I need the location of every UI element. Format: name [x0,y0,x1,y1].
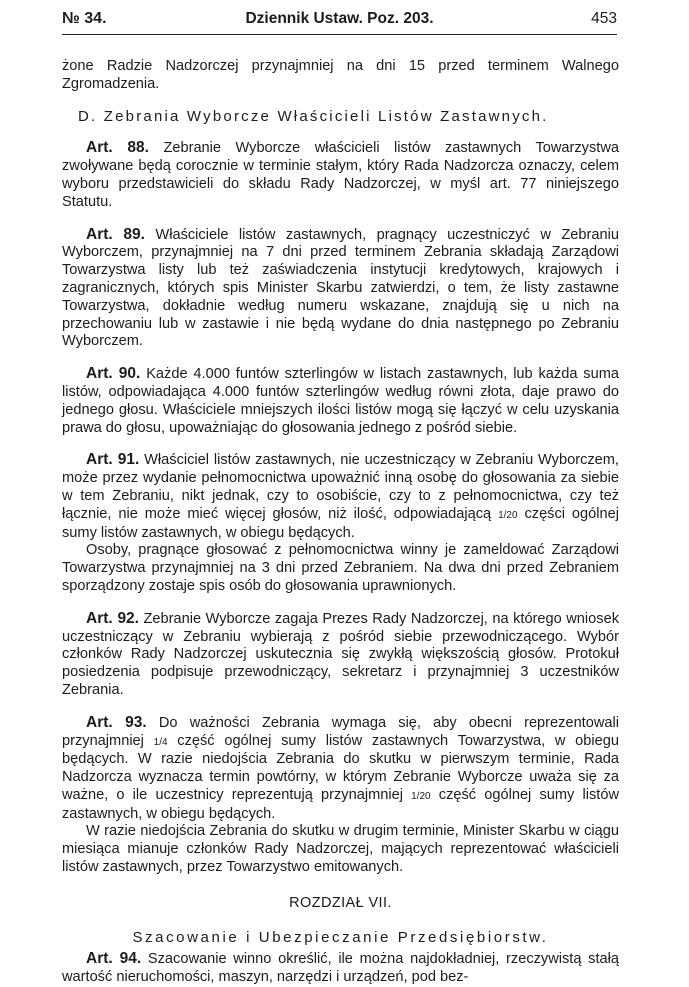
article-label: Art. 93. [86,713,147,731]
chapter-heading: ROZDZIAŁ VII. [289,894,392,911]
article-93 [62,714,619,824]
article-92 [62,610,619,700]
journal-title: Dziennik Ustaw. Poz. 203. [245,10,434,27]
issue-number: № 34. [62,10,107,27]
fraction: 1/20 [498,509,518,521]
article-text: część ogólnej sumy listów zastawnych Towarzystwa, w obiegu będących. W razie niedojścia Zebrania do skutku w pierwszym terminie, Rada Nadzorcza wyznacza termin powtórny, w którym Zebranie Wyborcze uważa się za ważne, o ile uczestnicy reprezentują przynajmniej [62,732,620,803]
chapter-subtitle: Szacowanie i Ubezpieczanie Przedsiębiorstw. [132,928,549,946]
article-label: Art. 88. [86,139,149,157]
article-text: część ogólnej sumy listów zastawnych, w obiegu będących. [62,786,619,822]
article-text: Właściciele listów zastawnych, pragnący uczestniczyć w Zebraniu Wyborczem, przynajmniej na 7 dni przed terminem Zebrania składają Zarządowi Towarzystwa listy lub też zaświadczenia instytucji kredytowych, krajowych i zagranicznych, których spis Minister Skarbu zatwierdzi, o tem, że listy zastawne Towarzystwa, dokładnie według numeru wskazane, znajdują się u nich na przechowaniu lub w zastawie i nie będą wydane do dnia następnego po Zebraniu Wyborczem. [62,226,619,350]
article-94 [62,950,619,987]
article-text: Właściciel listów zastawnych, nie uczestniczący w Zebraniu Wyborczem, może przez wydanie pełnomocnictwa upoważnić inną osobę do głosowania za siebie w tem Zebraniu, nikt jednak, czy to osobiście, czy to z pełnomocnictwa, czy też łącznie, nie może mieć więcej głosów, niż ilość, odpowiadającą [62,452,619,522]
article-93-paragraph-2: W razie niedojścia Zebrania do skutku w drugim terminie, Minister Skarbu w ciągu miesiąca mianuje członków Rady Nadzorczej, mających reprezentować właścicieli listów zastawnych, przez Towarzystwo emitowanych. [62,823,619,876]
article-90 [62,365,619,437]
article-text: Szacowanie winno określić, ile można najdokładniej, rzeczywistą stałą wartość nieruchomości, maszyn, narzędzi i urządzeń, pod bez- [62,951,619,986]
article-label: Art. 94. [86,950,142,968]
article-text: Do ważności Zebrania wymaga się, aby obecni reprezentowali przynajmniej [62,714,619,749]
intro-paragraph: żone Radzie Nadzorczej przynajmniej na dni 15 przed terminem Walnego Zgromadzenia. [62,58,619,92]
article-label: Art. 92. [86,609,139,627]
article-text: Zebranie Wyborcze zagaja Prezes Rady Nadzorczej, na którego wniosek uczestniczący w Zebraniu wybierają z pośród siebie przewodniczącego. Wybór członków Rady Nadzorczej uskutecznia się zwykłą większością głosów. Protokuł posiedzenia podpisuje przewodniczący, sekretarz i przynajmniej 3 uczestników Zebrania. [62,610,619,698]
fraction: 1/20 [411,790,431,802]
page-number: 453 [591,10,617,27]
page-body [62,58,619,987]
article-label: Art. 91. [86,451,140,469]
article-text: Każde 4.000 funtów szterlingów w listach zastawnych, lub każda suma listów, odpowiadająca 4.000 funtów szterlingów według równi złota, daje prawo do jednego głosu. Właściciele mniejszych ilości listów mogą się łączyć w celu uzyskania prawa do głosu, upoważniając do głosowania jednego z pośród siebie. [62,366,619,436]
article-91 [62,451,619,542]
page-header [62,8,617,35]
section-heading: D. Zebrania Wyborcze Właścicieli Listów Zastawnych. [78,107,549,125]
article-label: Art. 89. [86,225,145,243]
article-text: Zebranie Wyborcze właścicieli listów zastawnych Towarzystwa zwoływane będą corocznie w terminie stałym, który Rada Nadzorcza oznaczy, celem wyboru przedstawicieli do składu Rady Nadzorczej, w myśl art. 77 niniejszego Statutu. [62,140,619,210]
article-91-paragraph-2: Osoby, pragnące głosować z pełnomocnictwa winny je zameldować Zarządowi Towarzystwa przynajmniej na 3 dni przed Zebraniem. Na dwa dni przed Zebraniem sporządzony zostaje spis osób do głosowania uprawnionych. [62,542,619,594]
article-text: części ogólnej sumy listów zastawnych, w obiegu będących. [62,505,619,541]
article-88 [62,139,619,211]
article-label: Art. 90. [86,365,141,383]
fraction: 1/4 [153,736,168,748]
article-89 [62,226,619,352]
